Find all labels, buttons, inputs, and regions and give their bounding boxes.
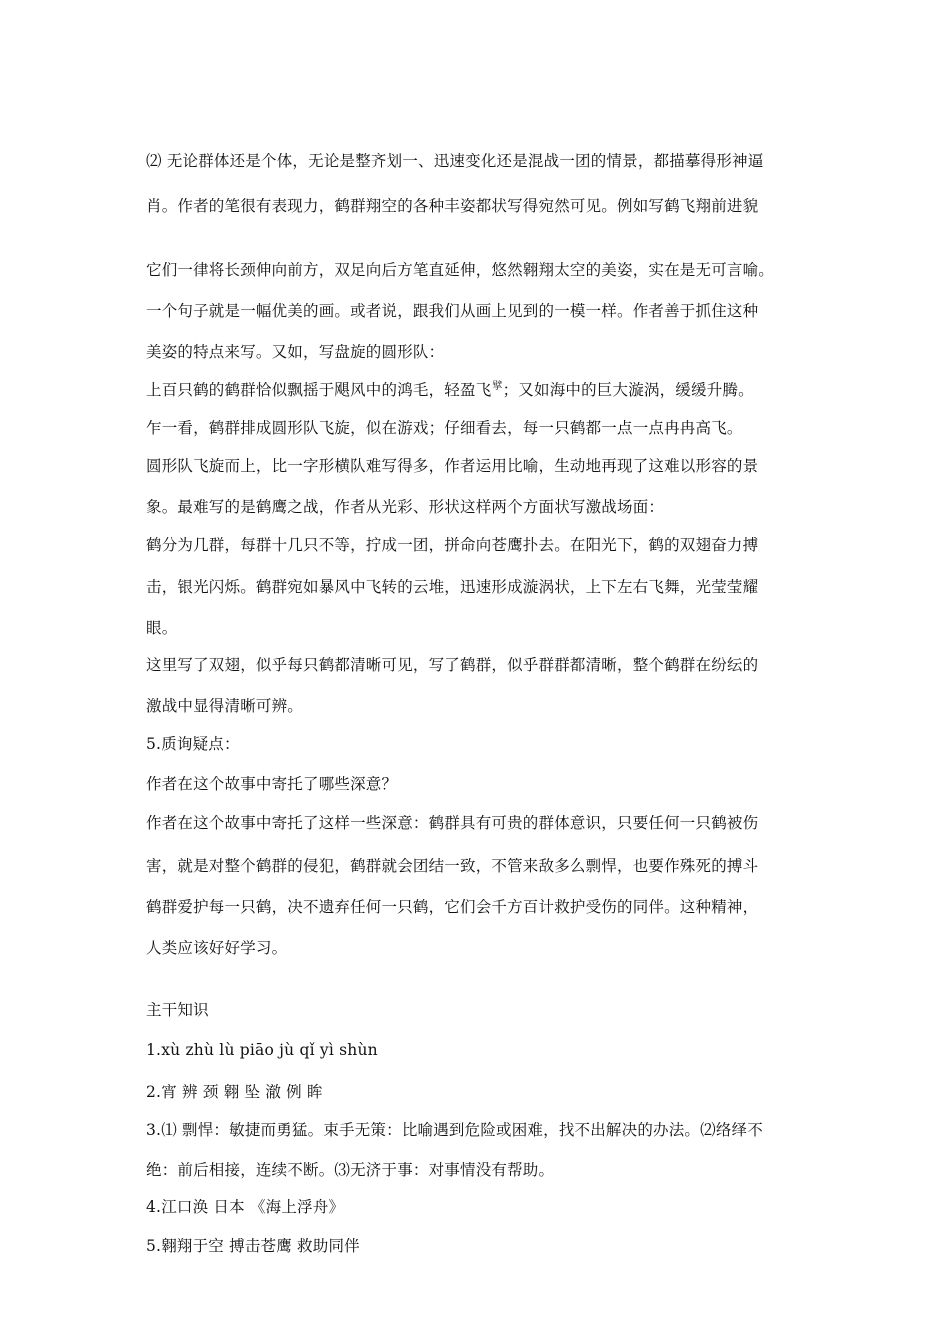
paragraph-line: 人类应该好好学习。 — [146, 939, 288, 957]
line-text: 一个句子就是一幅优美的画。或者说，跟我们从画上见到的一模一样。作者善于抓住这种 — [146, 302, 759, 320]
paragraph-line: 美姿的特点来写。又如，写盘旋的圆形队： — [146, 343, 445, 361]
paragraph-line: 鹤分为几群，每群十几只不等，拧成一团，拼命向苍鹰扑去。在阳光下，鹤的双翅奋力搏 — [146, 536, 759, 554]
question-line: 作者在这个故事中寄托了哪些深意？ — [146, 775, 398, 793]
paragraph-line: 象。最难写的是鹤鹰之战，作者从光彩、形状这样两个方面状写激战场面： — [146, 498, 665, 516]
paragraph-line — [146, 301, 758, 321]
answer-line: 绝：前后相接，连续不断。⑶无济于事：对事情没有帮助。 — [146, 1161, 555, 1179]
paragraph-line: 眼。 — [146, 619, 178, 637]
paragraph-line: 击，银光闪烁。鹤群宛如暴风中飞转的云堆，迅速形成漩涡状，上下左右飞舞，光莹莹耀 — [146, 578, 759, 596]
paragraph-line: 作者在这个故事中寄托了这样一些深意：鹤群具有可贵的群体意识，只要任何一只鹤被伤 — [146, 814, 759, 832]
paragraph-line — [146, 377, 754, 400]
paragraph-line: 它们一律将长颈伸向前方，双足向后方笔直延伸，悠然翱翔太空的美姿，实在是无可言喻。 — [146, 261, 775, 279]
line-text: 上百只鹤的鹤群恰似飘摇于飓风中的鸿毛，轻盈飞 — [146, 381, 492, 399]
line-text: ；又如海中的巨大漩涡，缓缓升腾。 — [502, 381, 754, 399]
superscript-char: 擘 — [492, 381, 503, 392]
paragraph-line: 肖。作者的笔很有表现力，鹤群翔空的各种丰姿都状写得宛然可见。例如写鹤飞翔前进貌 — [146, 197, 759, 215]
answer-line: 4.江口涣 日本 《海上浮舟》 — [146, 1198, 345, 1216]
section-heading: 主干知识 — [146, 1001, 209, 1019]
document-page — [146, 0, 816, 1344]
paragraph-line: 乍一看，鹤群排成圆形队飞旋，似在游戏；仔细看去，每一只鹤都一点一点冉冉高飞。 — [146, 419, 743, 437]
section-heading: 5.质询疑点： — [146, 735, 240, 753]
paragraph-line: 这里写了双翅，似乎每只鹤都清晰可见，写了鹤群，似乎群群都清晰，整个鹤群在纷纭的 — [146, 656, 759, 674]
paragraph-line: 激战中显得清晰可辨。 — [146, 697, 304, 715]
paragraph-line: 害，就是对整个鹤群的侵犯，鹤群就会团结一致，不管来敌多么剽悍，也要作殊死的搏斗 — [146, 857, 759, 875]
answer-line: 1.xù zhù lù piāo jù qǐ yì shùn — [146, 1041, 378, 1059]
paragraph-line: ⑵ 无论群体还是个体，无论是整齐划一、迅速变化还是混战一团的情景，都描摹得形神逼 — [146, 152, 764, 170]
paragraph-line: 圆形队飞旋而上，比一字形横队难写得多，作者运用比喻，生动地再现了这难以形容的景 — [146, 457, 759, 475]
answer-line: 5.翱翔于空 搏击苍鹰 救助同伴 — [146, 1237, 360, 1255]
paragraph-line: 鹤群爱护每一只鹤，决不遗弃任何一只鹤，它们会千方百计救护受伤的同伴。这种精神， — [146, 898, 759, 916]
answer-line: 2.宵 辨 颈 翱 坠 澈 例 眸 — [146, 1083, 323, 1101]
answer-line: 3.⑴ 剽悍：敏捷而勇猛。束手无策：比喻遇到危险或困难，找不出解决的办法。⑵络绎不 — [146, 1121, 763, 1139]
